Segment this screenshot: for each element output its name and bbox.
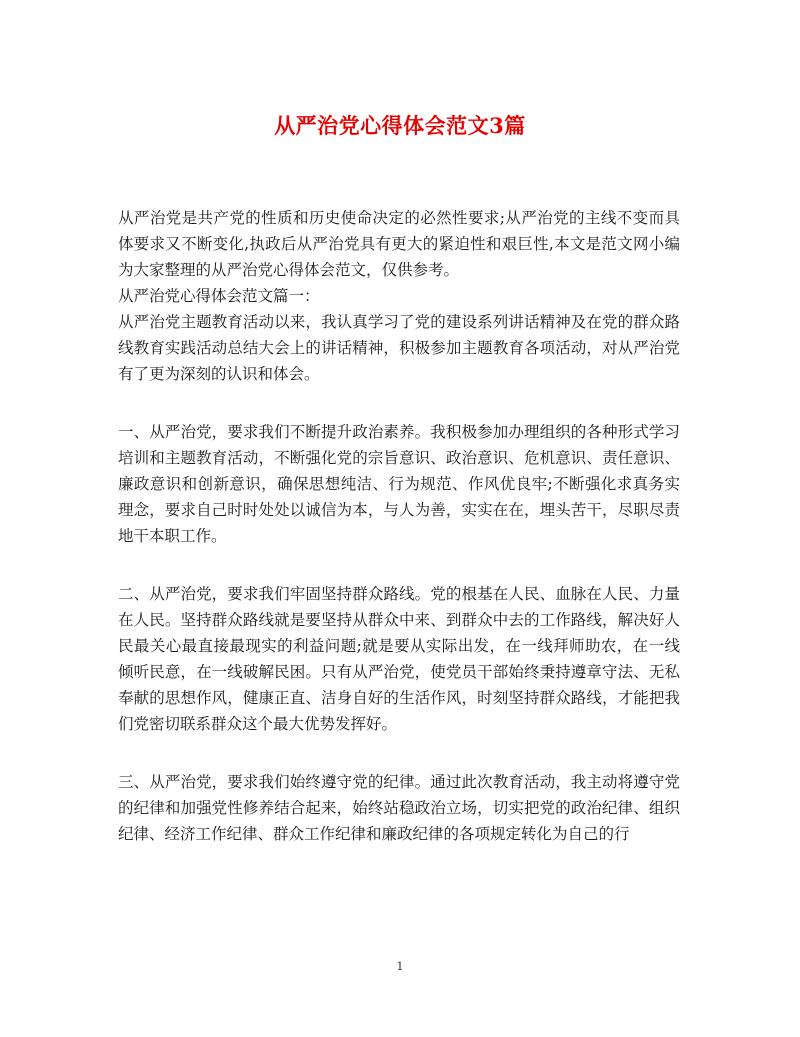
section-heading: 从严治党心得体会范文篇一： bbox=[118, 287, 320, 305]
paragraph-gap bbox=[118, 387, 680, 419]
intro-paragraph: 从严治党是共产党的性质和历史使命决定的必然性要求;从严治党的主线不变而具体要求又不断变化,执政后从严治党具有更大的紧迫性和艰巨性,本文是范文网小编为大家整理的从严治党心得体会范文，仅供参考。 bbox=[118, 209, 680, 279]
paragraph-gap bbox=[118, 737, 680, 769]
page-number: 1 bbox=[396, 960, 404, 973]
paragraph-3: 二、从严治党，要求我们牢固坚持群众路线。党的根基在人民、血脉在人民、力量在人民。坚持群众路线就是要坚持从群众中来、到群众中去的工作路线，解决好人民最关心最直接最现实的利益问题;就是要从实际出发，在一线拜师助农，在一线倾听民意，在一线破解民困。只有从严治党，使党员干部始终秉持遵章守法、无私奉献的思想作风，健康正直、洁身自好的生活作风，时刻坚持群众路线，才能把我们党密切联系群众这个最大优势发挥好。 bbox=[118, 585, 680, 733]
paragraph-2: 一、从严治党，要求我们不断提升政治素养。我积极参加办理组织的各种形式学习培训和主题教育活动，不断强化党的宗旨意识、政治意识、危机意识、责任意识、廉政意识和创新意识，确保思想纯洁、行为规范、作风优良牢;不断强化求真务实理念，要求自己时时处处以诚信为本，与人为善，实实在在，埋头苦干，尽职尽责地干本职工作。 bbox=[118, 423, 680, 545]
document-title: 从严治党心得体会范文3篇 bbox=[274, 113, 526, 138]
paragraph-1: 从严治党主题教育活动以来，我认真学习了党的建设系列讲话精神及在党的群众路线教育实践活动总结大会上的讲话精神，积极参加主题教育各项活动，对从严治党有了更为深刻的认识和体会。 bbox=[118, 313, 680, 383]
paragraph-gap bbox=[118, 549, 680, 581]
document-body bbox=[118, 205, 680, 847]
paragraph-4: 三、从严治党，要求我们始终遵守党的纪律。通过此次教育活动，我主动将遵守党的纪律和加强党性修养结合起来，始终站稳政治立场，切实把党的政治纪律、组织纪律、经济工作纪律、群众工作纪律和廉政纪律的各项规定转化为自己的行 bbox=[118, 773, 680, 843]
